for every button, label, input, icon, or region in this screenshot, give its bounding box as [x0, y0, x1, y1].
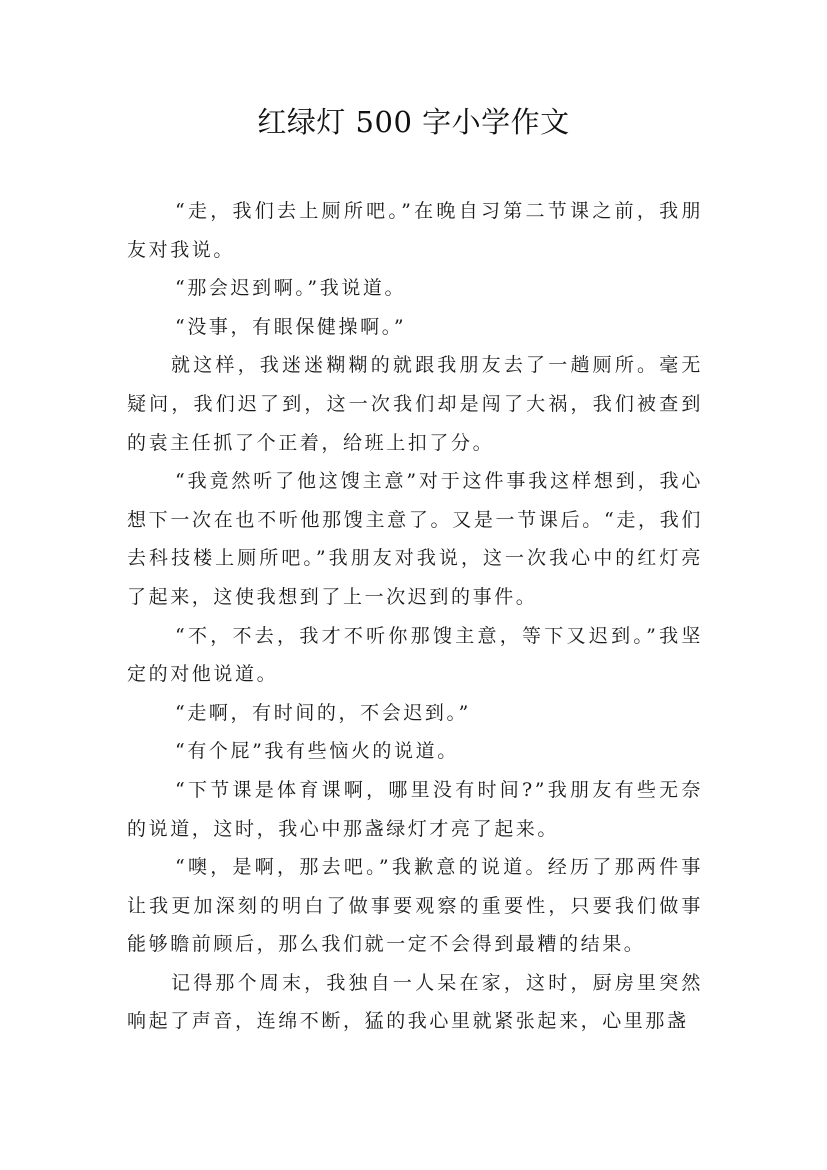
paragraph: “那会迟到啊。”我说道。 [175, 277, 407, 300]
paragraph: “噢，是啊，那去吧。”我歉意的说道。经历了那两件事让我更加深刻的明白了做事要观察的重要性，只要我们做事能够瞻前顾后，那么我们就一定不会得到最糟的结果。 [127, 856, 703, 956]
paragraph: “下节课是体育课啊，哪里没有时间?”我朋友有些无奈的说道，这时，我心中那盏绿灯才亮了起来。 [127, 778, 703, 840]
paragraph: “没事，有眼保健操啊。” [175, 315, 407, 338]
paragraph: “走，我们去上厕所吧。”在晚自习第二节课之前，我朋友对我说。 [127, 200, 703, 261]
paragraph: “走啊，有时间的，不会迟到。” [175, 701, 471, 724]
paragraph: 记得那个周末，我独自一人呆在家，这时，厨房里突然响起了声音，连绵不断，猛的我心里就紧张起来，心里那盏 [127, 971, 703, 1033]
paragraph: “不，不去，我才不听你那馊主意，等下又迟到。”我坚定的对他说道。 [127, 624, 703, 686]
document-body [127, 192, 703, 1041]
paragraph: 就这样，我迷迷糊糊的就跟我朋友去了一趟厕所。毫无疑问，我们迟了到，这一次我们却是闯了大祸，我们被查到的袁主任抓了个正着，给班上扣了分。 [127, 354, 703, 454]
paragraph: “有个屁”我有些恼火的说道。 [175, 740, 459, 763]
document-title: 红绿灯 500 字小学作文 [257, 105, 570, 139]
paragraph: “我竟然听了他这馊主意”对于这件事我这样想到，我心想下一次在也不听他那馊主意了。又是一节课后。“走，我们去科技楼上厕所吧。”我朋友对我说，这一次我心中的红灯亮了起来，这使我想到了上一次迟到的事件。 [127, 470, 703, 608]
